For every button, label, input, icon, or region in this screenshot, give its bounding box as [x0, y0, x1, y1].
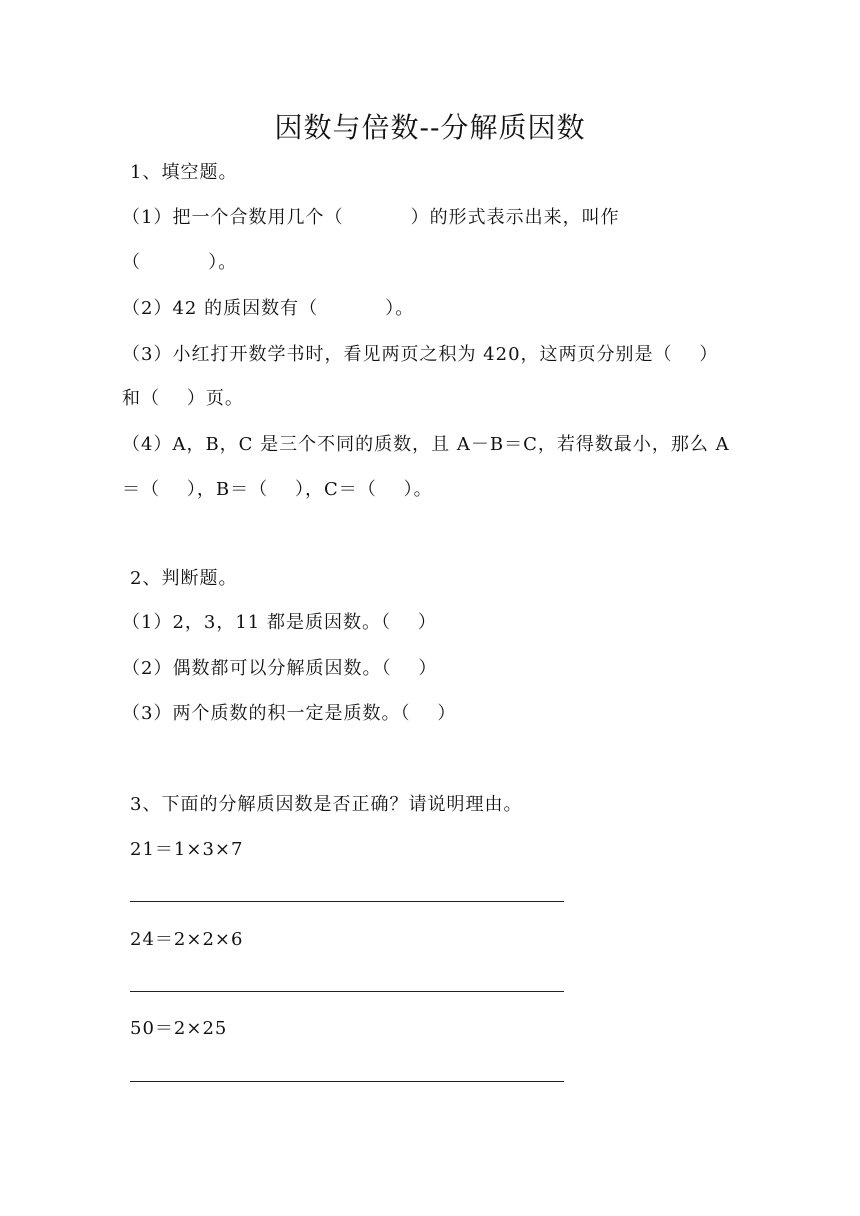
answer-line[interactable] [130, 991, 564, 992]
judge-q3: （3）两个质数的积一定是质数。（ ） [122, 703, 457, 724]
fill-q1-line1: （1）把一个合数用几个（ ）的形式表示出来，叫作 [122, 207, 620, 228]
fill-q3-line1: （3）小红打开数学书时，看见两页之积为 420，这两页分别是（ ） [122, 344, 719, 365]
section1-heading: 1、填空题。 [130, 162, 238, 183]
factorization-item: 21＝1×3×7 [130, 839, 244, 860]
judge-q2: （2）偶数都可以分解质因数。（ ） [122, 658, 438, 679]
factorization-item: 50＝2×25 [130, 1018, 228, 1039]
fill-q3-line2: 和（ ）页。 [122, 388, 244, 409]
page-title: 因数与倍数--分解质因数 [274, 111, 586, 144]
section2-heading: 2、判断题。 [130, 568, 238, 589]
fill-q4-line1: （4）A，B，C 是三个不同的质数，且 A－B＝C，若得数最小，那么 A [122, 434, 730, 455]
fill-q2: （2）42 的质因数有（ ）。 [122, 298, 415, 319]
factorization-item: 24＝2×2×6 [130, 929, 244, 950]
judge-q1: （1）2，3，11 都是质因数。（ ） [122, 612, 437, 633]
answer-line[interactable] [130, 1081, 564, 1082]
fill-q4-line2: ＝（ ），B＝（ ），C＝（ ）。 [122, 479, 433, 500]
section3-heading: 3、下面的分解质因数是否正确？请说明理由。 [130, 794, 523, 815]
answer-line[interactable] [130, 901, 564, 902]
fill-q1-line2: （ ）。 [122, 252, 238, 273]
